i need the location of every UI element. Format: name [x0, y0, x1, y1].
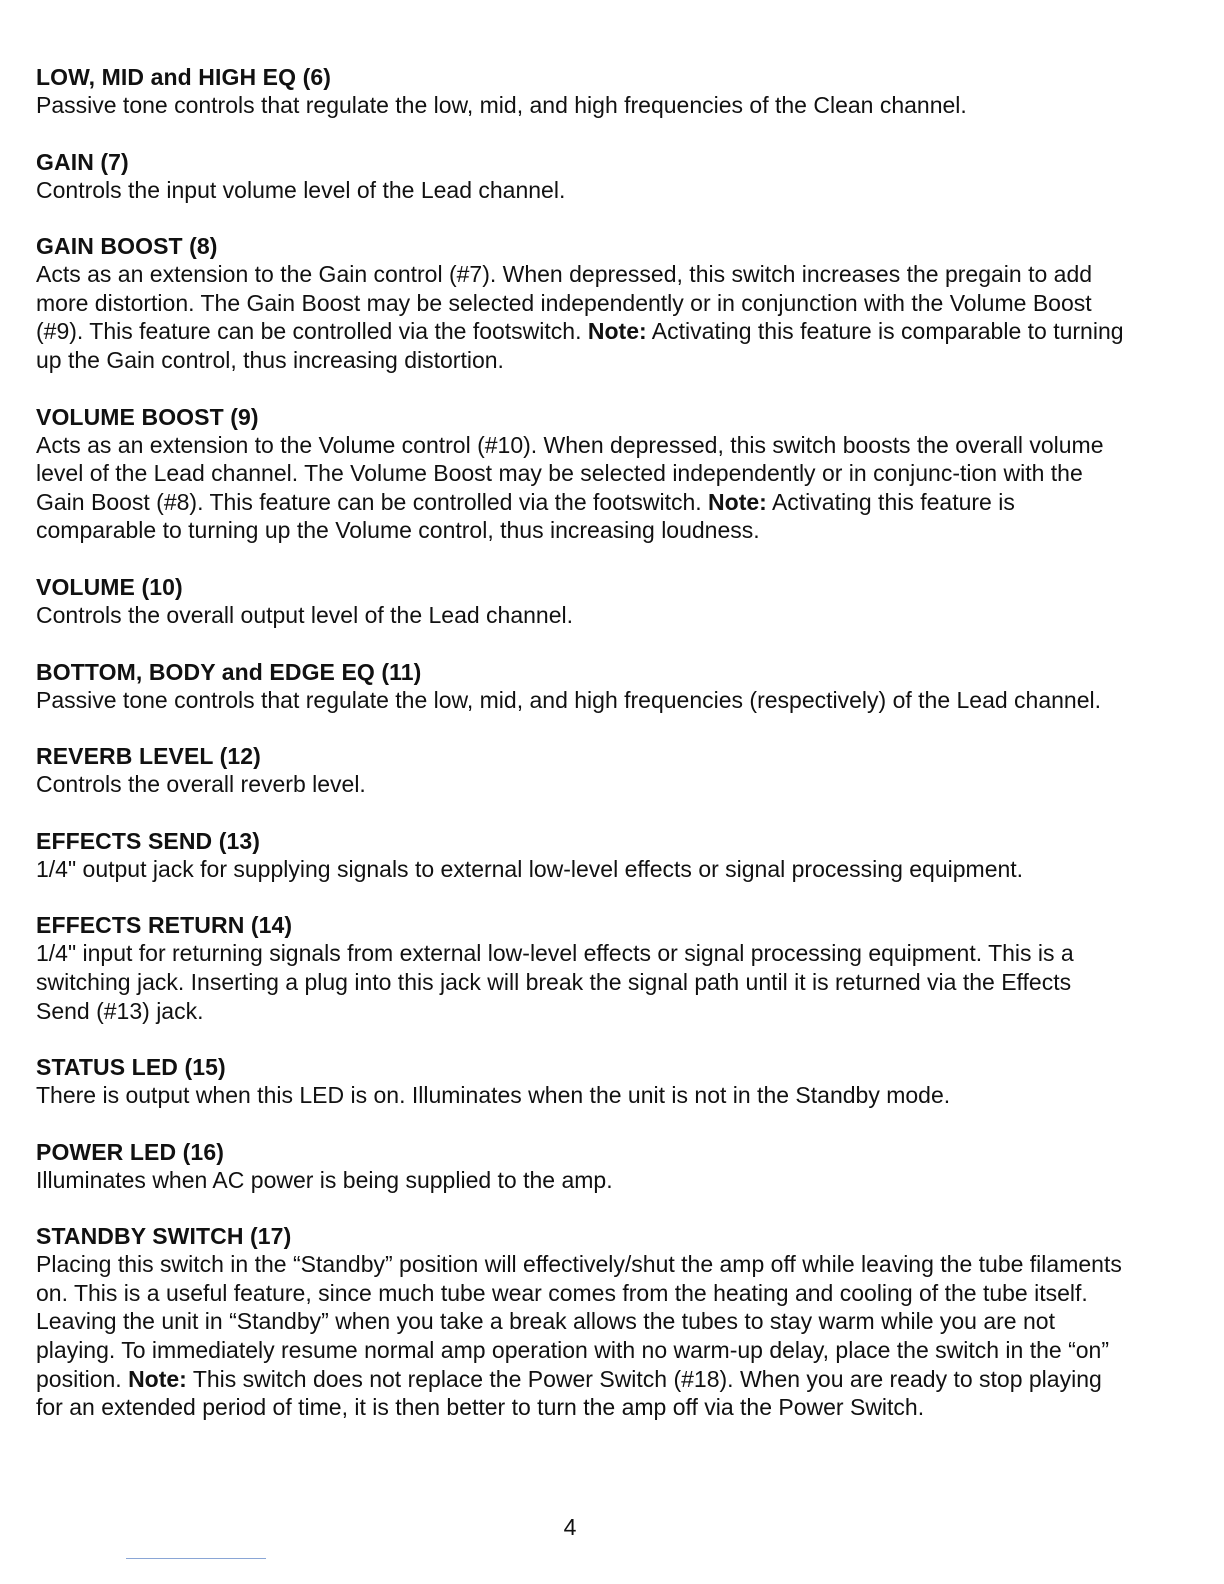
section: [36, 827, 1126, 884]
section-body: [36, 260, 1126, 374]
section-body: [36, 1166, 1126, 1195]
section: [36, 403, 1126, 545]
scan-artifact-line: [126, 1558, 266, 1559]
body-text: Activating this feature is comparable to turning up the Gain control, thus increasing distortion.: [36, 318, 1124, 373]
body-text: Acts as an extension to the Gain control (#7). When depressed, this switch increases the pregain to add more distortion. The Gain Boost may be selected independently or in conjunction with the Volume Boost (#9). This feature can be controlled via the footswitch.: [36, 261, 1093, 345]
note-label: Note:: [128, 1365, 187, 1392]
section-body: [36, 770, 1126, 799]
section-body: [36, 91, 1126, 120]
page-number: 4: [563, 1514, 577, 1540]
body-text: There is output when this LED is on. Illuminates when the unit is not in the Standby mode.: [36, 1082, 951, 1109]
body-text: Passive tone controls that regulate the low, mid, and high frequencies (respectively) of the Lead channel.: [36, 686, 1102, 713]
note-label: Note:: [587, 318, 647, 345]
section-title: GAIN BOOST (8): [36, 233, 218, 260]
section-body: [36, 939, 1126, 1025]
section-title: STATUS LED (15): [36, 1054, 226, 1081]
section: [36, 1053, 1126, 1110]
section-body: [36, 855, 1126, 884]
section-body: [36, 1250, 1126, 1422]
section-title: GAIN (7): [36, 148, 129, 175]
body-text: 1/4" input for returning signals from external low-level effects or signal processing equipment. This is a switching jack. Inserting a plug into this jack will break the signal path until it is returned via the Effects Send (#13) jack.: [36, 940, 1074, 1024]
section-title: VOLUME (10): [36, 573, 183, 600]
section-title: LOW, MID and HIGH EQ (6): [36, 64, 332, 90]
section-title: VOLUME BOOST (9): [36, 403, 259, 430]
body-text: Activating this feature is comparable to turning up the Volume control, thus increasing loudness.: [36, 488, 1015, 544]
section: [36, 1138, 1126, 1195]
body-text: 1/4" output jack for supplying signals to external low-level effects or signal processing equipment.: [36, 855, 1024, 882]
document-page: [36, 63, 1126, 1450]
note-label: Note:: [708, 488, 767, 515]
body-text: Passive tone controls that regulate the low, mid, and high frequencies of the Clean channel.: [36, 92, 967, 118]
section-title: BOTTOM, BODY and EDGE EQ (11): [36, 658, 422, 685]
section-body: [36, 176, 1126, 205]
section-title: REVERB LEVEL (12): [36, 743, 261, 770]
section: [36, 148, 1126, 205]
section-title: POWER LED (16): [36, 1138, 224, 1165]
section: [36, 573, 1126, 630]
body-text: Placing this switch in the “Standby” position will effectively/shut the amp off while leaving the tube filaments on. This is a useful feature, since much tube wear comes from the heating and cooling of the tube itself. Leaving the unit in “Standby” when you take a break allows the tubes to stay warm while you are not playing. To immediately resume normal amp operation with no warm-up delay, place the switch in the “on” position.: [36, 1251, 1122, 1392]
body-text: Illuminates when AC power is being supplied to the amp.: [36, 1166, 613, 1193]
section: [36, 742, 1126, 799]
section-body: [36, 601, 1126, 630]
body-text: This switch does not replace the Power Switch (#18). When you are ready to stop playing for an extended period of time, it is then better to turn the amp off via the Power Switch.: [36, 1365, 1102, 1421]
body-text: Acts as an extension to the Volume control (#10). When depressed, this switch boosts the overall volume level of the Lead channel. The Volume Boost may be selected independently or in conjunc-tion with the Gain Boost (#8). This feature can be controlled via the footswitch.: [36, 431, 1104, 515]
section: [36, 1222, 1126, 1422]
body-text: Controls the input volume level of the Lead channel.: [36, 176, 566, 203]
body-text: Controls the overall reverb level.: [36, 771, 366, 798]
section-title: EFFECTS RETURN (14): [36, 912, 293, 939]
section-body: [36, 1081, 1126, 1110]
section-body: [36, 431, 1126, 545]
section: [36, 658, 1126, 715]
section: [36, 232, 1126, 374]
section-title: EFFECTS SEND (13): [36, 827, 261, 854]
section: [36, 911, 1126, 1025]
section-body: [36, 686, 1126, 715]
body-text: Controls the overall output level of the Lead channel.: [36, 601, 574, 628]
section: [36, 63, 1126, 120]
section-title: STANDBY SWITCH (17): [36, 1223, 292, 1250]
